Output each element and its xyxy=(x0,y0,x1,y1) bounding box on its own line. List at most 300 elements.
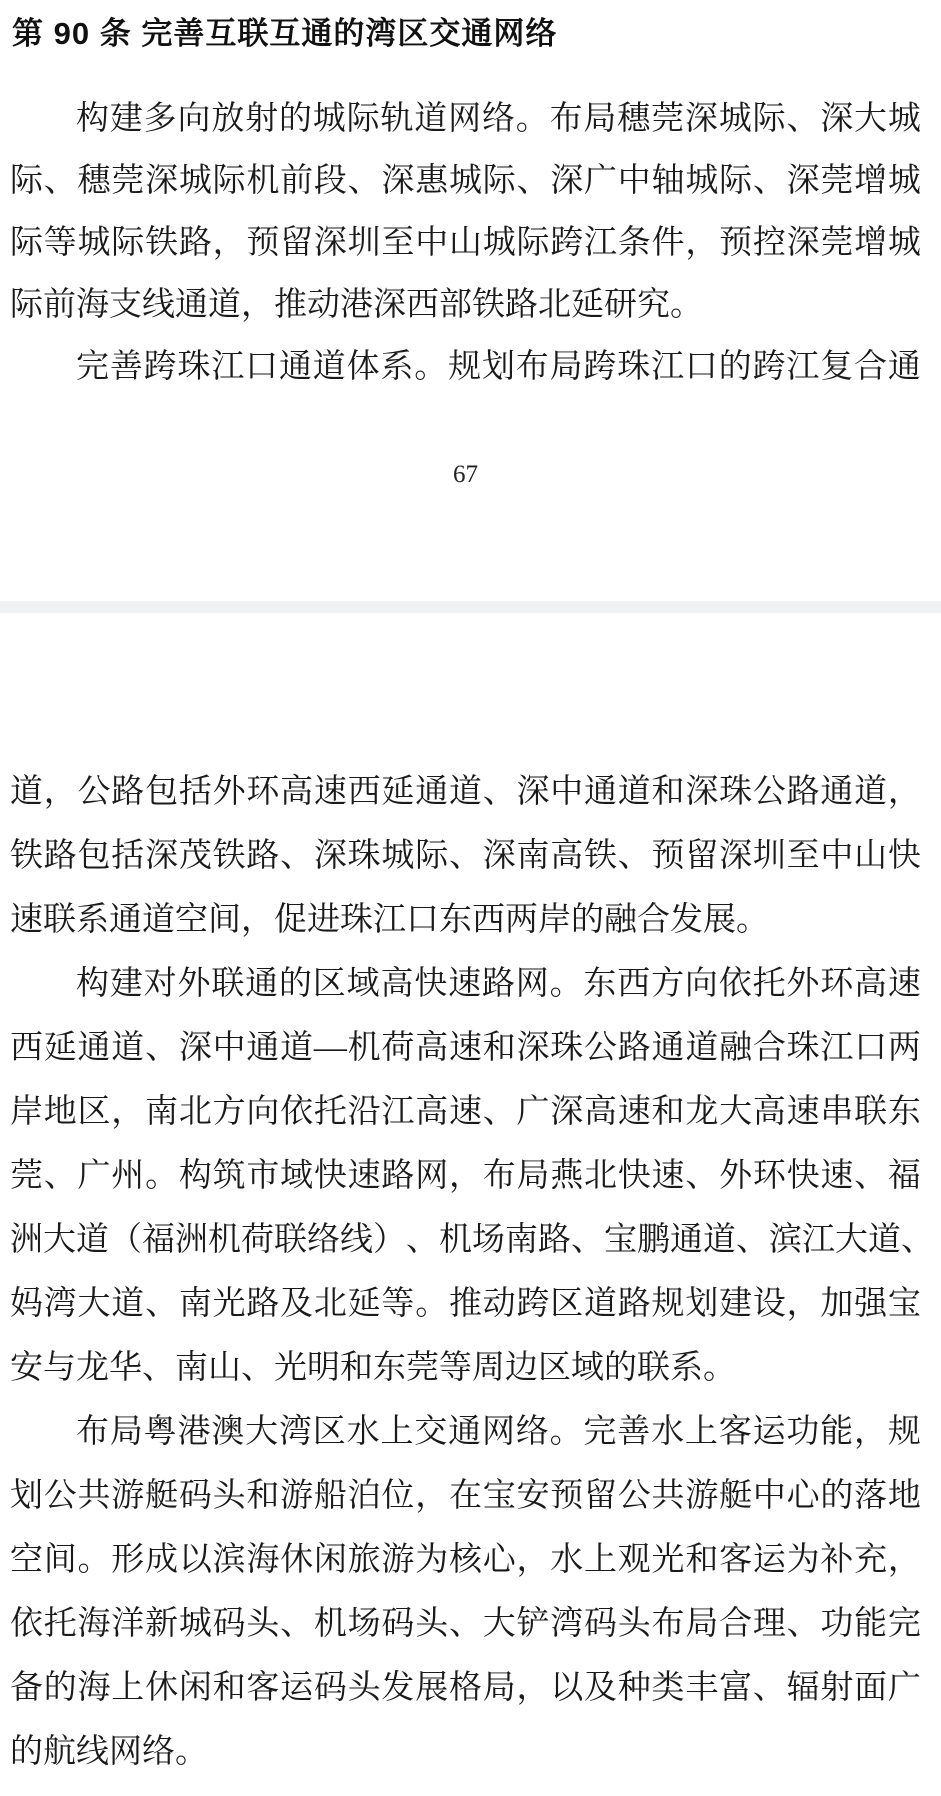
character: 口 xyxy=(245,348,279,385)
character: 南 xyxy=(505,1221,538,1258)
character: 快 xyxy=(414,965,448,1002)
character: 路 xyxy=(43,837,77,874)
character: 件 xyxy=(651,224,685,261)
character: 光 xyxy=(274,1349,307,1386)
character: 路 xyxy=(617,1029,651,1066)
character: 山 xyxy=(854,837,888,874)
character: ， xyxy=(212,224,246,261)
character: 的 xyxy=(718,348,752,385)
character: 段 xyxy=(313,162,347,199)
character: ， xyxy=(241,901,274,938)
character: 湾 xyxy=(550,1605,584,1642)
character: 速 xyxy=(887,965,921,1002)
character: 珠 xyxy=(786,1029,820,1066)
character: 海 xyxy=(76,286,109,323)
character: 道 xyxy=(10,773,43,810)
character: 向 xyxy=(246,1093,280,1130)
character: 规 xyxy=(887,1413,921,1450)
character: 。 xyxy=(549,965,583,1002)
character: 建 xyxy=(719,1285,753,1322)
character: 艇 xyxy=(719,1477,753,1514)
character: 际 xyxy=(212,162,246,199)
character: 莞 xyxy=(651,100,685,137)
character: 方 xyxy=(651,965,685,1002)
text-line xyxy=(10,1400,921,1464)
character: 珠 xyxy=(617,348,651,385)
character: 头 xyxy=(617,1605,651,1642)
character: 局 xyxy=(685,1605,719,1642)
character: 道 xyxy=(111,1029,145,1066)
character: 通 xyxy=(651,1029,685,1066)
character: 复 xyxy=(820,348,854,385)
character: 深 xyxy=(685,773,719,810)
character: 两 xyxy=(505,901,538,938)
character: 留 xyxy=(685,837,719,874)
character: 。 xyxy=(145,1157,179,1194)
character: 联 xyxy=(637,1349,670,1386)
character: 江 xyxy=(381,1093,415,1130)
character: 龙 xyxy=(685,1093,719,1130)
character: 通 xyxy=(175,286,208,323)
character: 能 xyxy=(854,1605,888,1642)
character: 理 xyxy=(752,1605,786,1642)
character: 滨 xyxy=(212,1541,246,1578)
character: 通 xyxy=(448,1413,482,1450)
character: 的 xyxy=(43,1669,77,1706)
character: 至 xyxy=(786,837,820,874)
character: 际 xyxy=(719,162,753,199)
character: 推 xyxy=(274,286,307,323)
character: 深 xyxy=(550,1093,584,1130)
character: 括 xyxy=(178,773,212,810)
character: 路 xyxy=(111,773,145,810)
character: 区 xyxy=(312,1413,346,1450)
character: 城 xyxy=(178,1605,212,1642)
character: 、 xyxy=(43,1157,77,1194)
character: 。 xyxy=(703,1349,736,1386)
character: 江 xyxy=(651,348,685,385)
character: 的 xyxy=(278,965,312,1002)
character: 托 xyxy=(43,1605,77,1642)
character: 安 xyxy=(516,1477,550,1514)
character: 珠 xyxy=(719,773,753,810)
character: 系 xyxy=(670,1349,703,1386)
character: 口 xyxy=(406,901,439,938)
character: 的 xyxy=(571,901,604,938)
character: 北 xyxy=(538,286,571,323)
character: ， xyxy=(516,1669,550,1706)
character: 光 xyxy=(212,1285,246,1322)
character: 道 xyxy=(703,1221,736,1258)
character: 观 xyxy=(617,1541,651,1578)
character: 路 xyxy=(246,837,280,874)
character: 高 xyxy=(854,965,888,1002)
character: ， xyxy=(241,286,274,323)
character: 究 xyxy=(637,286,670,323)
character: 岸 xyxy=(538,901,571,938)
character: 头 xyxy=(246,1605,280,1642)
character: 联 xyxy=(274,1221,307,1258)
character: 头 xyxy=(347,1669,381,1706)
text-line xyxy=(10,150,921,212)
character: 构 xyxy=(76,965,109,1002)
character: 空 xyxy=(10,1541,43,1578)
character: 场 xyxy=(347,1605,381,1642)
character: 际 xyxy=(346,100,380,137)
character: 道 xyxy=(312,348,346,385)
character: 强 xyxy=(854,1285,888,1322)
character: 道 xyxy=(76,1221,109,1258)
character: 包 xyxy=(77,837,111,874)
character: 东 xyxy=(887,1093,921,1130)
character: 粤 xyxy=(143,1413,177,1450)
character: 和 xyxy=(685,1541,719,1578)
character: 福 xyxy=(887,1157,921,1194)
character: 方 xyxy=(212,1093,246,1130)
article-heading: 第 90 条 完善互联互通的湾区交通网络 xyxy=(12,16,558,51)
character: 际 xyxy=(482,162,516,199)
character: 口 xyxy=(854,1029,888,1066)
character: 、 xyxy=(482,1093,516,1130)
character: 际 xyxy=(516,224,550,261)
character: 北 xyxy=(313,1285,347,1322)
text-line xyxy=(10,1144,921,1208)
character: 道 xyxy=(868,1221,901,1258)
character: 江 xyxy=(802,1221,835,1258)
character: 城 xyxy=(482,224,516,261)
character: 深 xyxy=(786,162,820,199)
character: 际 xyxy=(10,224,43,261)
character: 划 xyxy=(685,1285,719,1322)
character: 鹏 xyxy=(637,1221,670,1258)
character: 际 xyxy=(10,162,43,199)
text-line xyxy=(10,824,921,888)
character: 环 xyxy=(246,773,280,810)
character: 空 xyxy=(175,901,208,938)
character: 深 xyxy=(381,162,415,199)
character: 网 xyxy=(415,1157,449,1194)
character: 宝 xyxy=(887,1285,921,1322)
character: 、 xyxy=(516,162,550,199)
character: 船 xyxy=(313,1477,347,1514)
character: 及 xyxy=(280,1285,314,1322)
character: 外 xyxy=(719,1157,753,1194)
character: 网 xyxy=(515,965,549,1002)
character: 至 xyxy=(381,224,415,261)
character: 发 xyxy=(381,1669,415,1706)
character: 湾 xyxy=(43,1285,77,1322)
character: 外 xyxy=(786,965,820,1002)
character: 大 xyxy=(854,100,888,137)
character: 深 xyxy=(145,162,179,199)
character: 珠 xyxy=(177,348,211,385)
character: 向 xyxy=(177,100,211,137)
character: 速 xyxy=(820,1157,854,1194)
character: 闲 xyxy=(313,1541,347,1578)
character: 网 xyxy=(109,1733,142,1770)
character: 区 xyxy=(312,965,346,1002)
character: 圳 xyxy=(752,837,786,874)
character: 光 xyxy=(651,1541,685,1578)
character: 建 xyxy=(109,965,143,1002)
character: 通 xyxy=(887,348,921,385)
character: 、 xyxy=(752,1669,786,1706)
character: ， xyxy=(516,1541,550,1578)
character: 道 xyxy=(280,1029,314,1066)
text-line xyxy=(10,1720,921,1784)
character: 深 xyxy=(482,837,516,874)
character: 西 xyxy=(472,901,505,938)
character: 系 xyxy=(380,348,414,385)
character: 核 xyxy=(448,1541,482,1578)
character: 、 xyxy=(145,1285,179,1322)
character: 珠 xyxy=(340,901,373,938)
character: 港 xyxy=(177,1413,211,1450)
character: 依 xyxy=(280,1093,314,1130)
character: 以 xyxy=(550,1669,584,1706)
character: 运 xyxy=(280,1669,314,1706)
character: 、 xyxy=(617,837,651,874)
character: 洋 xyxy=(111,1605,145,1642)
character: 跨 xyxy=(752,348,786,385)
character: ， xyxy=(685,224,719,261)
character: 荷 xyxy=(381,1029,415,1066)
character: 铲 xyxy=(516,1605,550,1642)
character: ， xyxy=(43,773,77,810)
character: 、 xyxy=(736,1221,769,1258)
character: 速 xyxy=(617,1093,651,1130)
character: 。 xyxy=(175,1733,208,1770)
character: 局 xyxy=(482,1669,516,1706)
character: 北 xyxy=(584,1157,618,1194)
character: 、 xyxy=(752,162,786,199)
character: 辐 xyxy=(786,1669,820,1706)
character: 条 xyxy=(617,224,651,261)
character: 布 xyxy=(549,100,583,137)
character: 控 xyxy=(752,224,786,261)
character: 的 xyxy=(820,1477,854,1514)
character: 大 xyxy=(245,1413,279,1450)
character: 成 xyxy=(145,1541,179,1578)
character: 深 xyxy=(313,837,347,874)
character: 路 xyxy=(505,286,538,323)
character: 外 xyxy=(177,965,211,1002)
character: 华 xyxy=(109,1349,142,1386)
character: 速 xyxy=(651,1157,685,1194)
character: 布 xyxy=(76,1413,109,1450)
character: 高 xyxy=(380,965,414,1002)
character: 机 xyxy=(313,1605,347,1642)
character: 中 xyxy=(820,837,854,874)
character: 路 xyxy=(178,224,212,261)
character: 道 xyxy=(685,1029,719,1066)
character: 明 xyxy=(307,1349,340,1386)
character: 铁 xyxy=(10,837,43,874)
character: 东 xyxy=(439,901,472,938)
character: ， xyxy=(111,1093,145,1130)
text-line xyxy=(10,1208,934,1272)
character: 深 xyxy=(820,100,854,137)
text-line xyxy=(10,1656,921,1720)
character: — xyxy=(313,1029,347,1066)
character: 深 xyxy=(178,1029,212,1066)
character: 线 xyxy=(76,1733,109,1770)
character: 和 xyxy=(651,1093,685,1130)
character: 联 xyxy=(211,965,245,1002)
character: 水 xyxy=(346,1413,380,1450)
character: 西 xyxy=(406,286,439,323)
character: 放 xyxy=(211,100,245,137)
character: 码 xyxy=(313,1669,347,1706)
character: 妈 xyxy=(10,1285,43,1322)
character: 速 xyxy=(448,1029,482,1066)
character: 路 xyxy=(481,965,515,1002)
text-line xyxy=(10,1080,921,1144)
character: 道 xyxy=(142,901,175,938)
character: 客 xyxy=(718,1413,752,1450)
text-line xyxy=(10,1464,921,1528)
character: 展 xyxy=(703,901,736,938)
character: 和 xyxy=(212,1669,246,1706)
text-line xyxy=(10,212,921,274)
character: 络 xyxy=(481,100,515,137)
character: 网 xyxy=(448,100,482,137)
character: 促 xyxy=(274,901,307,938)
character: 串 xyxy=(820,1093,854,1130)
character: 支 xyxy=(109,286,142,323)
character: 络 xyxy=(142,1733,175,1770)
character: 机 xyxy=(246,162,280,199)
character: 深 xyxy=(516,773,550,810)
character: 穗 xyxy=(617,100,651,137)
character: 南 xyxy=(516,837,550,874)
character: 依 xyxy=(10,1605,43,1642)
character: 中 xyxy=(415,224,449,261)
character: 惠 xyxy=(415,162,449,199)
character: 江 xyxy=(786,348,820,385)
character: 路 xyxy=(538,1221,571,1258)
character: 通 xyxy=(246,1029,280,1066)
character: 宝 xyxy=(604,1221,637,1258)
character: 客 xyxy=(719,1541,753,1578)
character: 铁 xyxy=(584,837,618,874)
character: 上 xyxy=(380,1413,414,1450)
character: 增 xyxy=(854,162,888,199)
character: 道 xyxy=(111,1285,145,1322)
character: 完 xyxy=(76,348,109,385)
character: 城 xyxy=(448,162,482,199)
character: 速 xyxy=(448,965,482,1002)
character: 新 xyxy=(145,1605,179,1642)
character: 、 xyxy=(280,1605,314,1642)
character: 广 xyxy=(584,162,618,199)
character: 预 xyxy=(651,837,685,874)
character: 增 xyxy=(854,224,888,261)
character: 莞 xyxy=(820,162,854,199)
character: 、 xyxy=(145,1029,179,1066)
character: 完 xyxy=(887,1605,921,1642)
character: 大 xyxy=(43,1221,76,1258)
page2-body-text xyxy=(10,760,934,1784)
character: 跨 xyxy=(583,348,617,385)
character: 线 xyxy=(340,1221,373,1258)
character: 布 xyxy=(651,1605,685,1642)
character: 珠 xyxy=(550,1029,584,1066)
character: 道 xyxy=(584,1285,618,1322)
character: 南 xyxy=(178,1285,212,1322)
character: 发 xyxy=(670,901,703,938)
character: 通 xyxy=(584,773,618,810)
character: 动 xyxy=(307,286,340,323)
text-line xyxy=(10,1336,921,1400)
character: 西 xyxy=(10,1029,43,1066)
page-divider xyxy=(0,601,941,613)
character: 公 xyxy=(752,773,786,810)
character: 艇 xyxy=(145,1477,179,1514)
character: 滨 xyxy=(769,1221,802,1258)
character: 、 xyxy=(901,1221,934,1258)
character: 等 xyxy=(381,1285,415,1322)
character: 城 xyxy=(312,100,346,137)
character: 通 xyxy=(245,965,279,1002)
character: 码 xyxy=(381,1605,415,1642)
page-number: 67 xyxy=(453,461,478,488)
character: 面 xyxy=(854,1669,888,1706)
character: 高 xyxy=(280,773,314,810)
character: 场 xyxy=(472,1221,505,1258)
character: 。 xyxy=(415,1285,449,1322)
character: 能 xyxy=(820,1413,854,1450)
character: 航 xyxy=(43,1733,76,1770)
character: ， xyxy=(448,1157,482,1194)
character: 融 xyxy=(719,1029,753,1066)
character: 高 xyxy=(584,1093,618,1130)
text-line xyxy=(10,1016,921,1080)
character: ） xyxy=(373,1221,406,1258)
character: 速 xyxy=(10,901,43,938)
character: 共 xyxy=(651,1477,685,1514)
character: 为 xyxy=(415,1541,449,1578)
character: 射 xyxy=(820,1669,854,1706)
character: 圳 xyxy=(347,224,381,261)
text-line xyxy=(10,952,921,1016)
character: 道 xyxy=(617,773,651,810)
character: 构 xyxy=(178,1157,212,1194)
character: 城 xyxy=(887,100,921,137)
character: 北 xyxy=(178,1093,212,1130)
character: 高 xyxy=(415,1093,449,1130)
character: 线 xyxy=(142,286,175,323)
character: 大 xyxy=(77,1285,111,1322)
character: 客 xyxy=(246,1669,280,1706)
character: 高 xyxy=(752,1093,786,1130)
character: 、 xyxy=(347,162,381,199)
character: 通 xyxy=(77,1029,111,1066)
character: 东 xyxy=(373,1349,406,1386)
character: 地 xyxy=(43,1093,77,1130)
text-line xyxy=(10,760,921,824)
character: 公 xyxy=(617,1477,651,1514)
character: 道 xyxy=(448,773,482,810)
text-line xyxy=(10,1272,921,1336)
character: 。 xyxy=(670,286,703,323)
character: 域 xyxy=(280,1157,314,1194)
character: 预 xyxy=(246,224,280,261)
character: 西 xyxy=(347,773,381,810)
character: 中 xyxy=(212,1029,246,1066)
character: 莞 xyxy=(820,224,854,261)
character: 福 xyxy=(142,1221,175,1258)
